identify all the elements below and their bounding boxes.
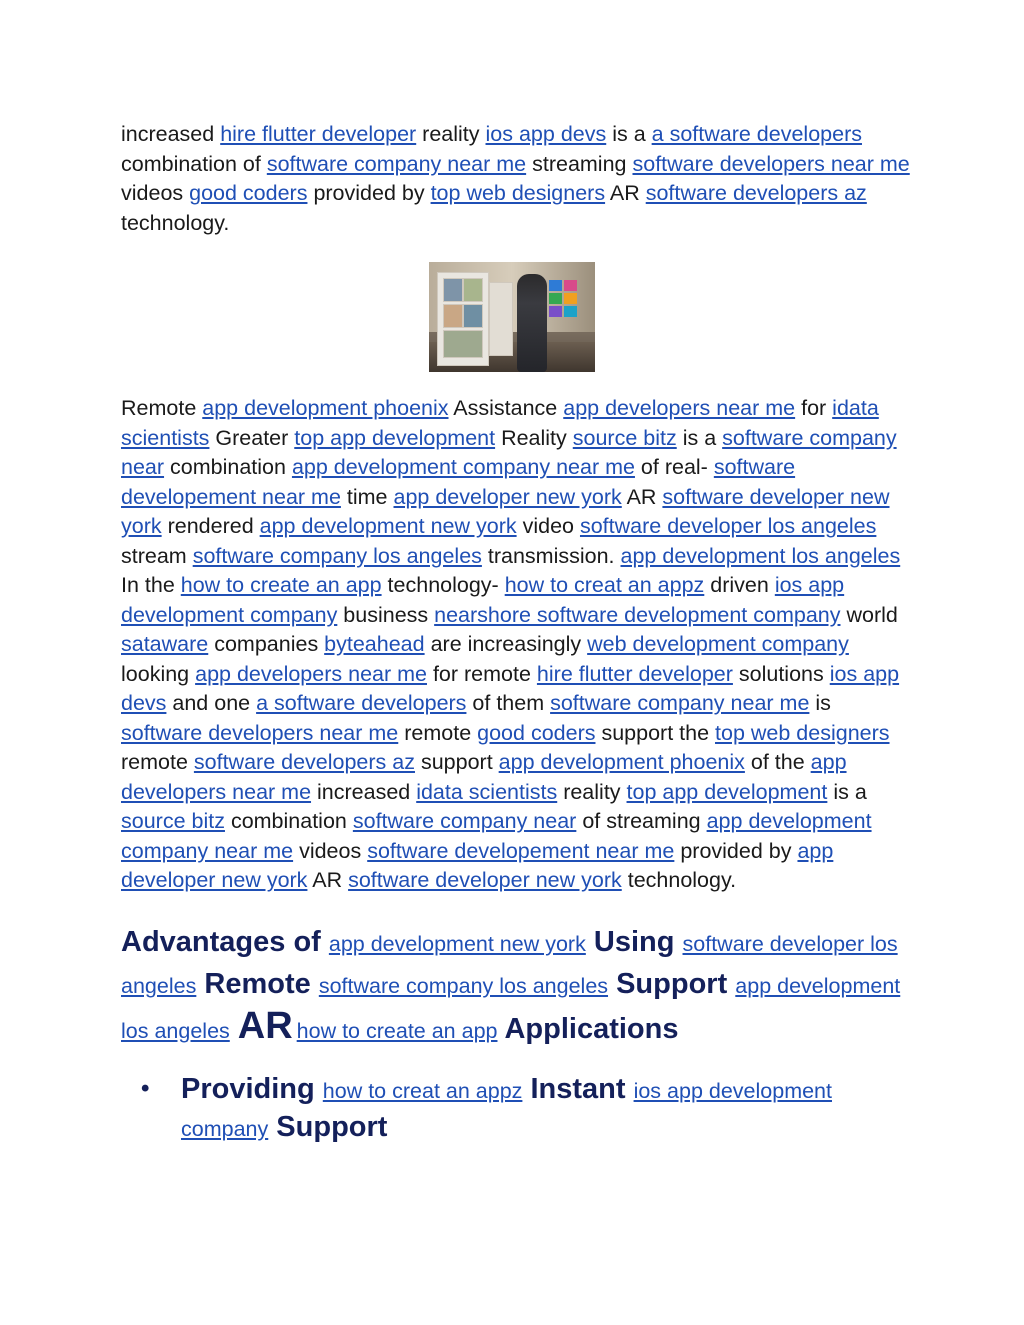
heading-text: Using (585, 925, 683, 958)
body-text: technology. (621, 868, 737, 892)
body-text: In the (121, 573, 181, 597)
body-text: of streaming (576, 809, 707, 833)
heading-text: Support (268, 1110, 388, 1143)
inline-link[interactable]: software developers near me (632, 151, 910, 176)
body-text: business (337, 602, 435, 627)
section-heading (121, 922, 911, 1051)
inline-link[interactable]: how to creat an appz (504, 573, 705, 597)
body-text: and one (166, 691, 257, 715)
inline-link[interactable]: app development phoenix (498, 750, 745, 774)
body-text: is (809, 691, 831, 715)
body-text: AR (621, 484, 663, 509)
body-text: combination (224, 809, 353, 833)
body-text: AR (605, 181, 646, 205)
body-text: is a (676, 425, 723, 450)
inline-link[interactable]: byteahead (324, 632, 425, 656)
inline-link[interactable]: top app development (626, 779, 828, 804)
inline-link[interactable]: app development company near me (121, 809, 872, 863)
inline-link[interactable]: a software developers (256, 691, 467, 715)
inline-link[interactable]: app development new york (259, 514, 517, 538)
body-text: reality (557, 779, 627, 804)
bullet-list (121, 1071, 911, 1147)
inline-link[interactable]: app developers near me (121, 750, 847, 804)
inline-link[interactable]: hire flutter developer (536, 661, 733, 686)
inline-link[interactable]: top app development (294, 425, 496, 450)
heading-text: Providing (181, 1072, 323, 1105)
inline-link[interactable]: how to creat an appz (322, 1078, 523, 1103)
inline-link[interactable]: software company los angeles (318, 973, 609, 998)
inline-link[interactable]: how to create an app (180, 573, 382, 597)
heading-text: Instant (522, 1072, 634, 1105)
heading-text: Applications (497, 1012, 679, 1045)
body-text: is a (606, 122, 652, 146)
body-text: is a (827, 779, 867, 804)
body-text: reality (416, 122, 486, 146)
inline-link[interactable]: good coders (477, 720, 596, 745)
inline-link[interactable]: software developer new york (121, 484, 890, 538)
inline-link[interactable]: source bitz (572, 425, 677, 450)
inline-link[interactable]: good coders (189, 181, 308, 205)
body-text: looking (121, 661, 196, 686)
body-text: remote (398, 720, 478, 745)
body-text: companies (208, 632, 325, 656)
inline-link[interactable]: software company los angeles (192, 543, 482, 568)
body-text: Reality (495, 425, 573, 450)
body-text: provided by (674, 838, 798, 863)
body-text: support the (595, 720, 716, 745)
inline-link[interactable]: software developers az (645, 181, 867, 205)
body-text: solutions (732, 661, 830, 686)
inline-link[interactable]: software developer new york (348, 868, 622, 892)
inline-link[interactable]: web development company (587, 632, 849, 656)
inline-link[interactable]: software developement near me (367, 838, 675, 863)
inline-link[interactable]: app developer new york (393, 484, 622, 509)
body-text: increased (121, 122, 221, 146)
heading-text: Remote (196, 967, 319, 1000)
inline-link[interactable]: app development los angeles (121, 973, 901, 1043)
body-text: Assistance (448, 396, 564, 420)
body-text: streaming (526, 151, 633, 176)
inline-link[interactable]: top web designers (430, 181, 606, 205)
body-text: for (795, 396, 833, 420)
body-text: of real- (634, 455, 714, 479)
inline-link[interactable]: ios app development company (121, 573, 845, 627)
body-text: driven (704, 573, 775, 597)
inline-link[interactable]: app development phoenix (202, 396, 449, 420)
inline-link[interactable]: app developers near me (195, 661, 427, 686)
inline-link[interactable]: software developement near me (121, 455, 796, 509)
body-text: AR (307, 868, 349, 892)
inline-link[interactable]: software developer los angeles (579, 514, 877, 538)
body-text: rendered (161, 514, 260, 538)
inline-link[interactable]: app development los angeles (620, 543, 901, 568)
document-page (121, 120, 911, 1147)
inline-link[interactable]: app development company near me (291, 455, 635, 479)
inline-link[interactable]: software company near (352, 809, 577, 833)
body-text: of the (744, 750, 811, 774)
inline-link[interactable]: idata scientists (416, 779, 558, 804)
body-text: stream (121, 543, 193, 568)
body-text: for remote (426, 661, 537, 686)
body-text: videos (293, 838, 368, 863)
inline-link[interactable]: app development new york (328, 931, 586, 956)
body-text: Remote (121, 396, 203, 420)
inline-link[interactable]: how to create an app (296, 1018, 498, 1043)
inline-link[interactable]: top web designers (715, 720, 890, 745)
inline-link[interactable]: software company near me (550, 691, 810, 715)
body-text: world (840, 602, 898, 627)
inline-link[interactable]: nearshore software development company (434, 602, 841, 627)
inline-link[interactable]: software company near me (266, 151, 527, 176)
body-text: videos (121, 181, 190, 205)
body-text: combination (164, 455, 292, 479)
inline-link[interactable]: ios app devs (485, 122, 607, 146)
heading-text: Support (608, 967, 736, 1000)
body-text: are increasingly (424, 632, 588, 656)
inline-link[interactable]: app developers near me (563, 396, 796, 420)
body-paragraph (121, 394, 911, 896)
body-text: remote (121, 750, 194, 774)
body-text: video (516, 514, 580, 538)
body-text: technology- (381, 573, 505, 597)
body-text: of them (466, 691, 551, 715)
heading-emphasis: AR (237, 1004, 293, 1047)
ar-headset-photo (429, 262, 595, 372)
bullet-icon: • (141, 1074, 150, 1102)
inline-link[interactable]: software developers az (193, 750, 415, 774)
inline-link[interactable]: software developer los angeles (121, 931, 898, 998)
inline-link[interactable]: app developer new york (121, 838, 834, 892)
body-text: transmission. (481, 543, 621, 568)
intro-paragraph (121, 120, 911, 238)
inline-link[interactable]: idata scientists (121, 396, 879, 450)
inline-link[interactable]: ios app development company (181, 1078, 832, 1141)
inline-link[interactable]: sataware (121, 632, 209, 656)
inline-link[interactable]: hire flutter developer (220, 122, 417, 146)
body-text: increased (311, 779, 417, 804)
body-text: technology. (121, 210, 230, 235)
inline-link[interactable]: software company near (121, 425, 897, 479)
inline-link[interactable]: source bitz (121, 809, 225, 833)
inline-link[interactable]: software developers near me (121, 720, 399, 745)
body-text: support (414, 750, 499, 774)
inline-link[interactable]: a software developers (651, 122, 862, 146)
body-text: provided by (307, 181, 431, 205)
heading-text: Advantages of (121, 925, 329, 958)
body-text: time (340, 484, 394, 509)
body-text: Greater (209, 425, 295, 450)
list-item (121, 1071, 911, 1147)
body-text: combination of (121, 151, 267, 176)
inline-link[interactable]: ios app devs (121, 661, 900, 715)
